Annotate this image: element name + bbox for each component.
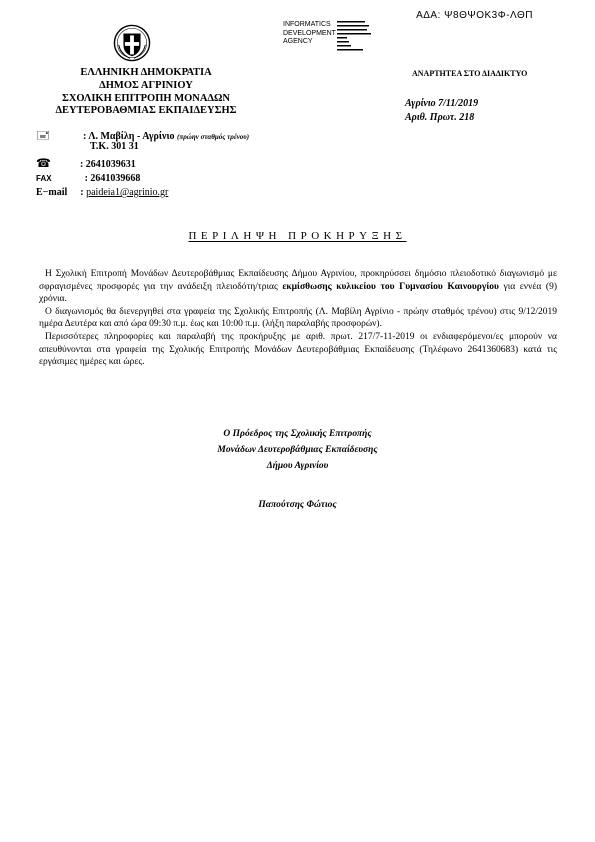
phone-row <box>36 156 136 170</box>
issuer-line: ΔΕΥΤΕΡΟΒΑΘΜΙΑΣ ΕΚΠΑΙΔΕΥΣΗΣ <box>55 105 237 117</box>
body-paragraph: Ο διαγωνισμός θα διενεργηθεί στα γραφεία της Σχολικής Επιτροπής (Λ. Μαβίλη Αγρίνιο - πρώην σταθμός τρένου) στις 9/12/2019 ημέρα Δευτέρα και από ώρα 09:30 π.μ. έως και 10:00 π.μ. (λήξη παραλαβής προσφορών). <box>39 306 557 330</box>
date-protocol-block <box>405 97 478 125</box>
signature-line: Ο Πρόεδρος της Σχολικής Επιτροπής <box>223 429 372 439</box>
body-paragraph: Περισσότερες πληροφορίες και παραλαβή της προκήρυξης με αριθ. πρωτ. 217/7-11-2019 οι ενδιαφερόμενοι/ες μπορούν να απευθύνονται στα γραφεία της Σχολικής Επιτροπής Μονάδων Δευτεροβάθμιας Εκπαίδευσης (Τηλέφωνο 2641360683) κατά τις εργάσιμες ημέρες και ώρες. <box>39 331 557 368</box>
envelope-icon: 🖃 <box>36 128 51 142</box>
signer-name: Παπούτσης Φώτιος <box>258 500 337 510</box>
protocol-number: Αριθ. Πρωτ. 218 <box>405 112 475 123</box>
address-row <box>36 126 249 147</box>
phone-number: : 2641039631 <box>79 159 136 170</box>
posted-online-label: ΑΝΑΡΤΗΤΕΑ ΣΤΟ ΔΙΑΔΙΚΤΥΟ <box>412 69 528 78</box>
ada-code: ΑΔΑ: Ψ8ΘΨΟΚ3Φ-ΛΘΠ <box>416 10 533 21</box>
address-note: (πρώην σταθμός τρένου) <box>177 133 250 141</box>
document-title: ΠΕΡΙΛΗΨΗ ΠΡΟΚΗΡΥΞΗΣ <box>188 230 407 242</box>
email-link[interactable]: paideia1@agrinio.gr <box>86 187 169 198</box>
fax-number: : 2641039668 <box>84 173 141 184</box>
signature-line: Δήμου Αγρινίου <box>266 461 329 471</box>
issuer-block <box>28 67 264 118</box>
email-label: E−mail <box>36 187 68 198</box>
agency-logo-text: INFORMATICS DEVELOPMENT AGENCY <box>283 21 336 45</box>
issuer-line: ΔΗΜΟΣ ΑΓΡΙΝΙΟΥ <box>99 79 193 91</box>
email-separator: : <box>80 187 84 198</box>
fax-label: FAX <box>36 174 52 183</box>
issuer-line: ΣΧΟΛΙΚΗ ΕΠΙΤΡΟΠΗ ΜΟΝΑΔΩΝ <box>61 92 231 104</box>
postcode: Τ.Κ. 301 31 <box>90 141 139 152</box>
telephone-icon: ☎ <box>36 156 51 170</box>
body-paragraph: Η Σχολική Επιτροπή Μονάδων Δευτεροβάθμιας Εκπαίδευσης Δήμου Αγρινίου, προκηρύσσει δημόσιο πλειοδοτικό διαγωνισμό με σφραγισμένες προσφορές για την ανάδειξη πλειοδότη/τριας εκμίσθωσης κυλικείου του Γυμνασίου Καινουργίου για εννέα (9) χρόνια. <box>39 269 557 305</box>
email-row <box>36 187 168 198</box>
document-date: Αγρίνιο 7/11/2019 <box>405 98 479 109</box>
issuer-line: ΕΛΛΗΝΙΚΗ ΔΗΜΟΚΡΑΤΙΑ <box>80 67 212 78</box>
agency-logo-fineprint <box>337 21 377 57</box>
fax-row <box>36 173 140 184</box>
address-main: : Λ. Μαβίλη - Αγρίνιο <box>83 131 175 142</box>
document-body <box>39 268 557 369</box>
signature-line: Μονάδων Δευτεροβάθμιας Εκπαίδευσης <box>217 445 378 455</box>
signature-block <box>0 426 595 474</box>
greek-coat-of-arms-icon <box>113 24 151 62</box>
